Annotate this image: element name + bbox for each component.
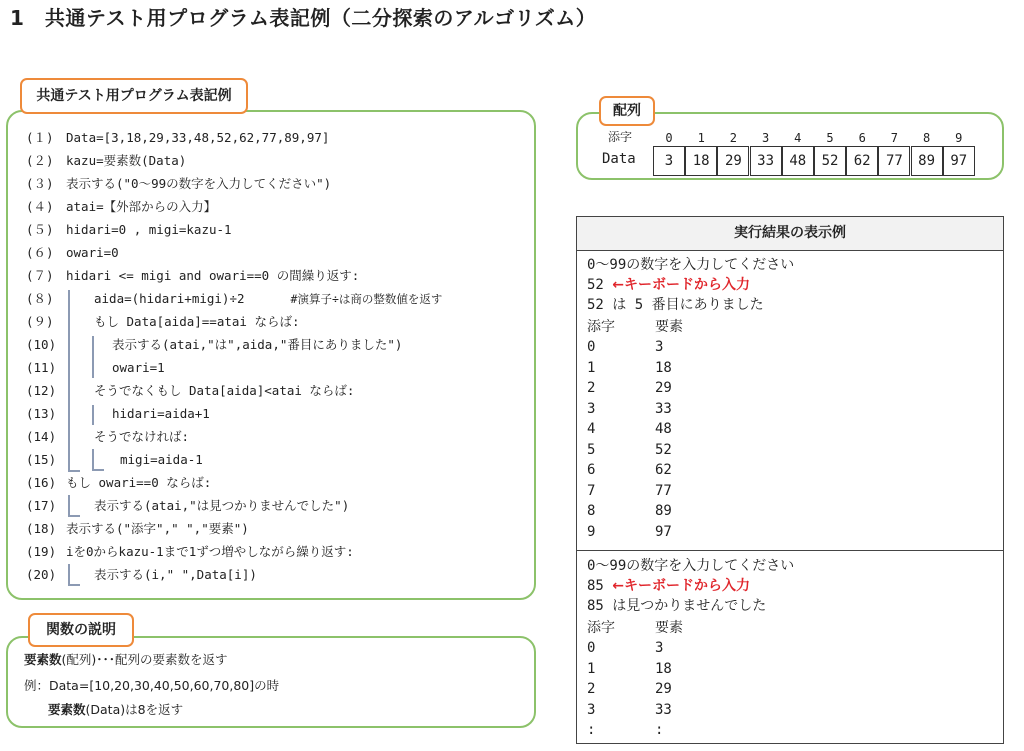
array-index: 3 xyxy=(761,131,770,145)
code-line-20: (20) 表示する(i," ",Data[i]) xyxy=(26,567,257,582)
row-value: 3 xyxy=(655,640,664,656)
row-index: : xyxy=(587,722,596,738)
row-value: 29 xyxy=(655,681,672,697)
ex2-columns: 添字 要素 xyxy=(587,620,683,636)
else-guide-end xyxy=(92,449,104,471)
page-title: 1 共通テスト用プログラム表記例（二分探索のアルゴリズム） xyxy=(10,6,597,30)
result-row xyxy=(587,378,672,398)
loop-guide xyxy=(68,290,70,442)
array-name: Data xyxy=(602,151,636,167)
row-value: : xyxy=(655,722,664,738)
code-line-17: (17) 表示する(atai,"は見つかりませんでした") xyxy=(26,498,350,513)
if-guide xyxy=(92,336,94,378)
row-value: 33 xyxy=(655,701,672,718)
ex2-prompt: 0～99の数字を入力してください xyxy=(587,558,795,574)
array-index: 1 xyxy=(697,131,705,145)
array-index: 2 xyxy=(729,131,737,145)
array-cell: 3 xyxy=(653,146,685,176)
array-cell: 48 xyxy=(782,146,814,176)
row-value: 62 xyxy=(655,462,672,478)
array-index: 8 xyxy=(922,131,931,145)
row-value: 33 xyxy=(655,400,672,417)
func-desc-line3: 要素数(Data)は8を返す xyxy=(48,702,184,717)
row-value: 97 xyxy=(655,523,672,540)
array-cell: 62 xyxy=(846,146,878,176)
code-line-10: (10) 表示する(atai,"は",aida,"番目にありました") xyxy=(26,337,403,352)
code-line-3: (３) 表示する("0～99の数字を入力してください") xyxy=(26,176,332,191)
result-row xyxy=(587,337,664,357)
array-index: 5 xyxy=(826,131,834,145)
code-line-1: (１) Data=[3,18,29,33,48,52,62,77,89,97] xyxy=(26,130,330,145)
ex1-input-line: 52 ←キーボードから入力 xyxy=(587,277,751,293)
row-value: 18 xyxy=(655,359,672,376)
result-header: 実行結果の表示例 xyxy=(577,217,1003,251)
ex1-prompt: 0～99の数字を入力してください xyxy=(587,257,795,273)
row-value: 29 xyxy=(655,380,672,396)
function-tab-label: 関数の説明 xyxy=(28,613,134,647)
loop-guide-end xyxy=(68,442,80,472)
row-index: 0 xyxy=(587,640,596,656)
row-value: 3 xyxy=(655,339,664,355)
ex2-input-note: ←キーボードから入力 xyxy=(612,578,751,594)
code-line-14: (14) そうでなければ: xyxy=(26,429,190,444)
result-divider xyxy=(577,550,1003,551)
array-cell: 33 xyxy=(750,146,782,176)
row-index: 5 xyxy=(587,441,596,458)
array-index: 9 xyxy=(955,131,963,145)
row-value: 18 xyxy=(655,660,672,677)
row-index: 2 xyxy=(587,681,596,697)
array-index: 4 xyxy=(794,131,802,145)
code-line-8: (８) aida=(hidari+migi)÷2 #演算子÷は商の整数値を返す xyxy=(26,287,442,310)
elif-guide xyxy=(92,405,94,425)
result-row xyxy=(587,522,672,542)
row-index: 8 xyxy=(587,503,596,519)
array-cell: 97 xyxy=(943,146,975,176)
array-index: 7 xyxy=(890,131,898,145)
row-index: 9 xyxy=(587,523,596,540)
row-index: 6 xyxy=(587,462,596,478)
code-line-16: (16) もし owari==0 ならば: xyxy=(26,475,212,490)
ex2-message: 85 は見つかりませんでした xyxy=(587,598,767,614)
ex2-input-line: 85 ←キーボードから入力 xyxy=(587,578,751,594)
code-line-5: (５) hidari=0 , migi=kazu-1 xyxy=(26,222,232,237)
code-line-13: (13) hidari=aida+1 xyxy=(26,406,210,421)
code-line-19: (19) iを0からkazu-1まで1ずつ増やしながら繰り返す: xyxy=(26,544,354,559)
array-cell: 77 xyxy=(878,146,910,176)
row-index: 3 xyxy=(587,400,596,417)
for-guide-end xyxy=(68,564,80,586)
result-row xyxy=(587,679,672,699)
row-index: 3 xyxy=(587,701,596,718)
result-row xyxy=(587,638,664,658)
row-value: 48 xyxy=(655,421,672,437)
function-description-box xyxy=(6,636,536,728)
func-desc-line1: 要素数(配列)･･･配列の要素数を返す xyxy=(24,652,228,667)
array-cell: 18 xyxy=(685,146,717,176)
program-listing-box xyxy=(6,110,536,600)
result-row xyxy=(587,440,672,460)
array-cell: 52 xyxy=(814,146,846,176)
code-line-6: (６) owari=0 xyxy=(26,245,119,260)
row-index: 1 xyxy=(587,359,596,376)
row-index: 7 xyxy=(587,482,596,499)
array-tab-label: 配列 xyxy=(599,96,655,126)
row-index: 0 xyxy=(587,339,596,355)
code-line-15: (15) migi=aida-1 xyxy=(26,452,203,467)
if2-guide-end xyxy=(68,495,80,517)
code-line-7: (７) hidari <= migi and owari==0 の間繰り返す: xyxy=(26,268,360,283)
row-value: 89 xyxy=(655,503,672,519)
ex1-columns: 添字 要素 xyxy=(587,319,683,335)
result-row xyxy=(587,700,672,720)
ex1-message: 52 は 5 番目にありました xyxy=(587,297,764,313)
code-line-9: (９) もし Data[aida]==atai ならば: xyxy=(26,314,300,329)
func-desc-line2: 例：Data=[10,20,30,40,50,60,70,80]の時 xyxy=(24,678,280,693)
row-index: 4 xyxy=(587,421,596,437)
result-row xyxy=(587,419,672,439)
result-box xyxy=(576,216,1004,744)
code-line-11: (11) owari=1 xyxy=(26,360,165,375)
result-row xyxy=(587,358,672,378)
result-row xyxy=(587,720,664,740)
result-row xyxy=(587,481,672,501)
row-value: 52 xyxy=(655,441,672,458)
row-index: 2 xyxy=(587,380,596,396)
row-index: 1 xyxy=(587,660,596,677)
code-line-12: (12) そうでなくもし Data[aida]<atai ならば: xyxy=(26,383,355,398)
array-cell: 89 xyxy=(911,146,943,176)
result-row xyxy=(587,460,672,480)
code-line-2: (２) kazu=要素数(Data) xyxy=(26,153,187,168)
result-row xyxy=(587,399,672,419)
program-tab-label: 共通テスト用プログラム表記例 xyxy=(20,78,248,114)
ex1-input-note: ←キーボードから入力 xyxy=(612,277,751,293)
result-row xyxy=(587,659,672,679)
array-index: 0 xyxy=(665,131,673,145)
row-value: 77 xyxy=(655,482,672,499)
array-index: 6 xyxy=(858,131,866,145)
code-line-18: (18) 表示する("添字"," ","要素") xyxy=(26,521,249,536)
array-cell: 29 xyxy=(717,146,749,176)
code-line-4: (４) atai=【外部からの入力】 xyxy=(26,199,217,214)
code-comment: #演算子÷は商の整数値を返す xyxy=(290,292,443,306)
result-row xyxy=(587,501,672,521)
array-index-label: 添字 xyxy=(608,130,633,144)
